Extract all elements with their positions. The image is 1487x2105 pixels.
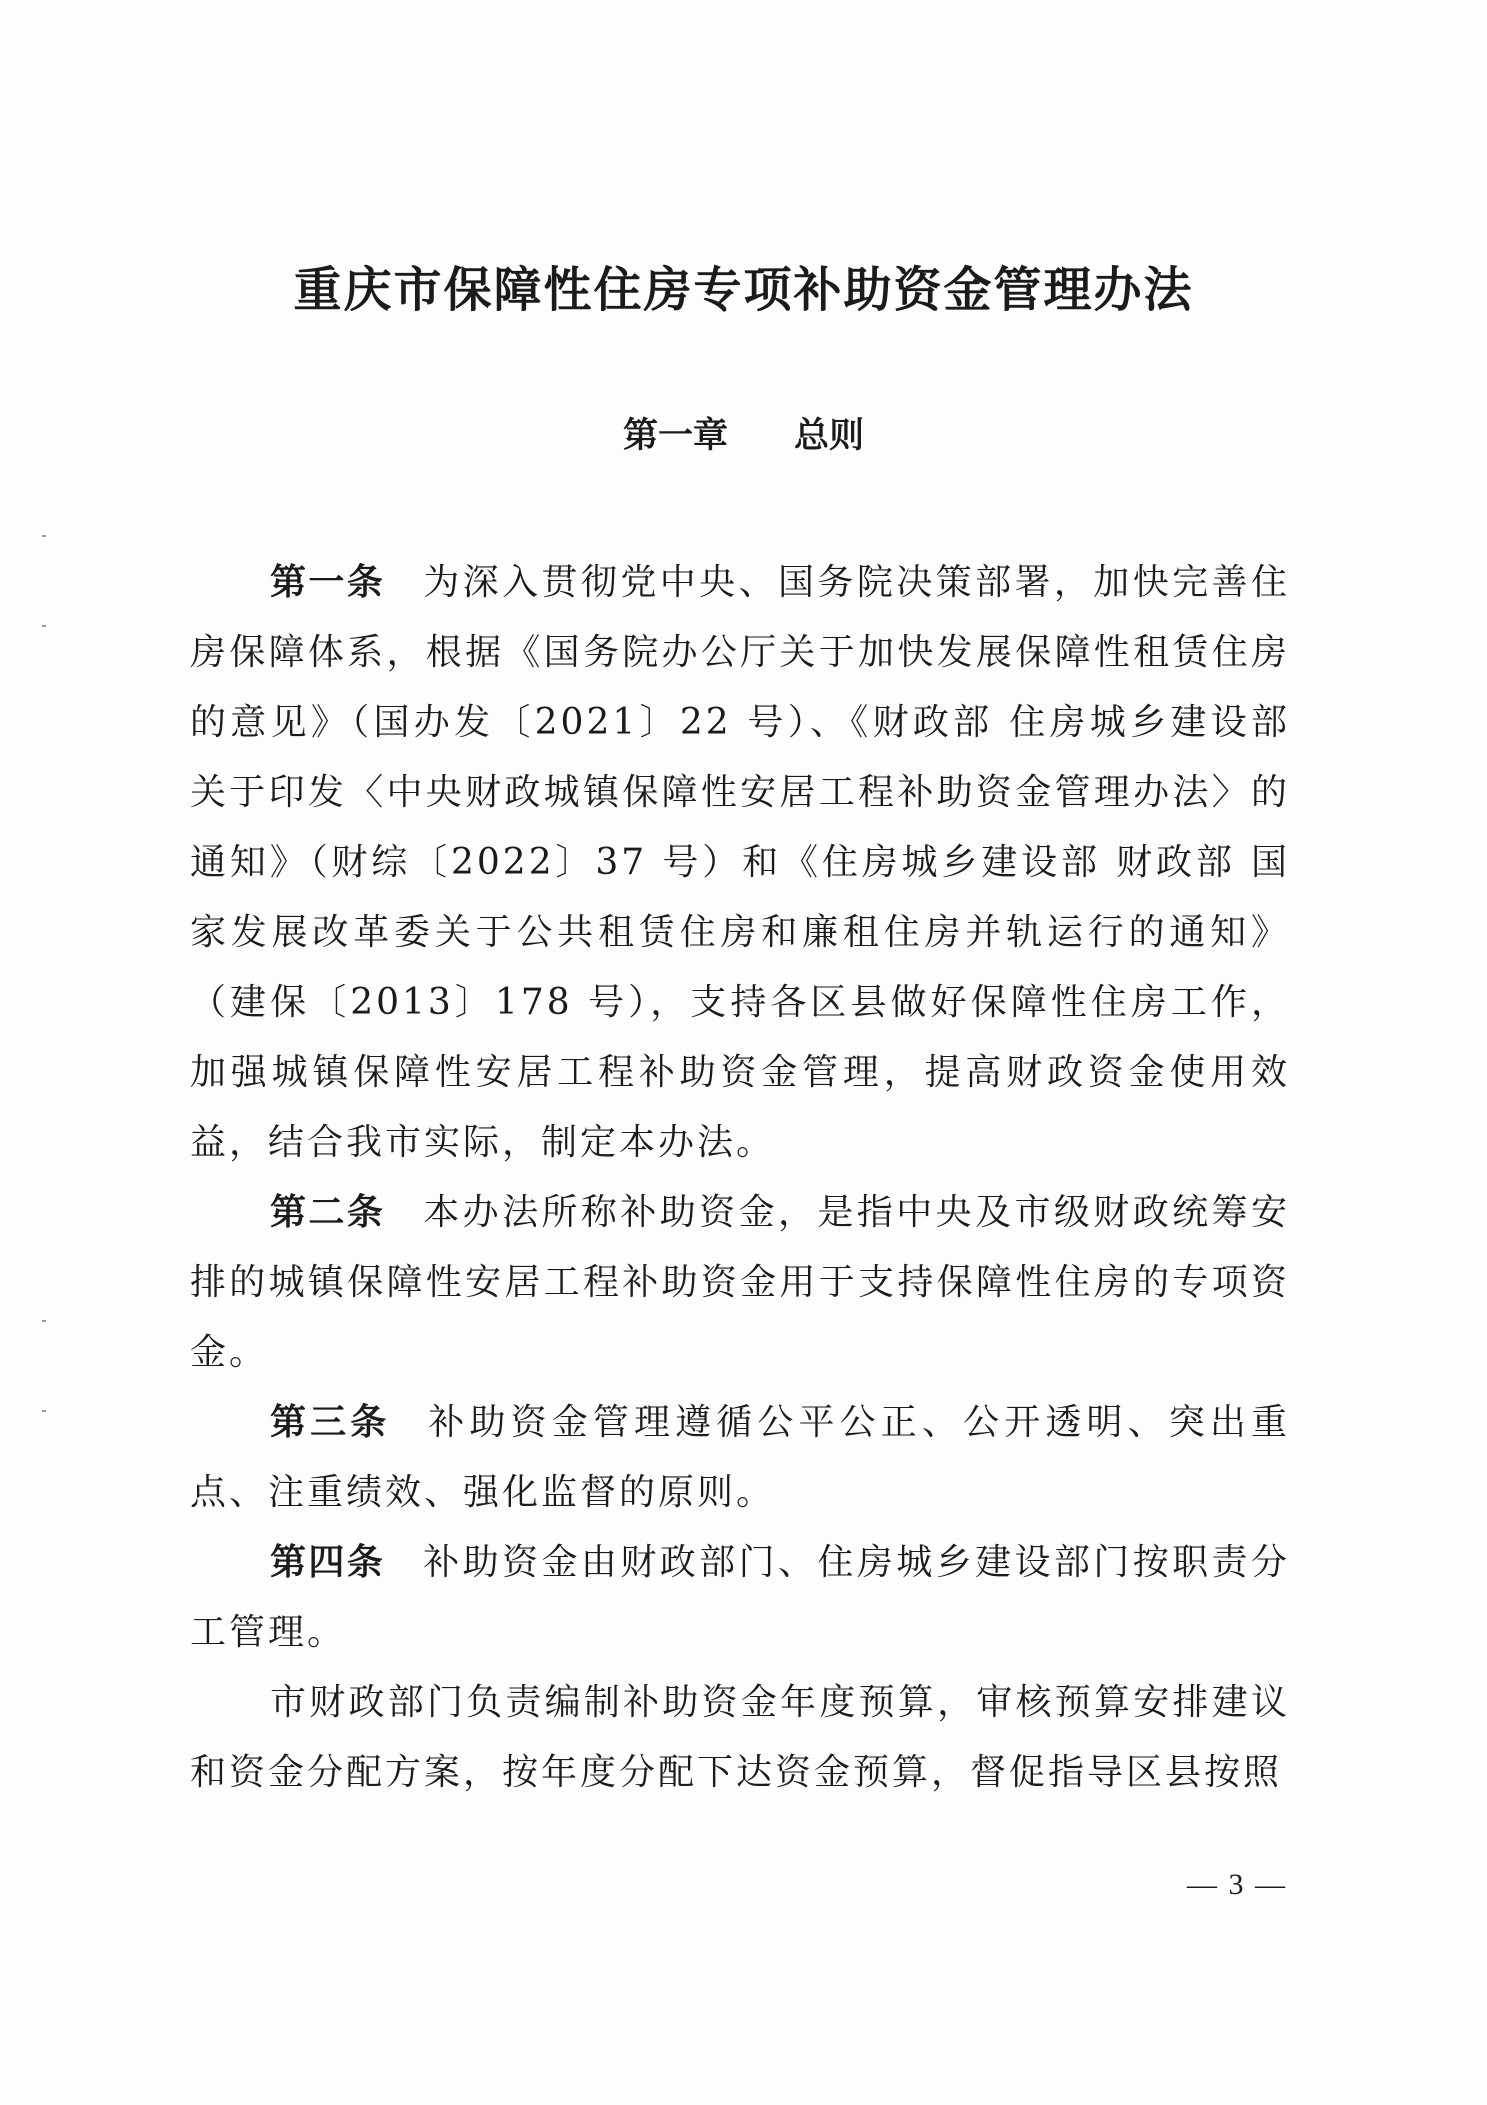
article-number: 第一条 xyxy=(270,562,386,603)
article-text: 本办法所称补助资金，是指中央及市级财政统筹安排的城镇保障性安居工程补助资金用于支持保障性住房的专项资金。 xyxy=(190,1192,1290,1373)
document-title: 重庆市保障性住房专项补助资金管理办法 xyxy=(293,262,1194,318)
article-number: 第二条 xyxy=(270,1192,386,1233)
scan-artifact xyxy=(42,1410,46,1412)
scan-artifact xyxy=(42,1320,46,1322)
article-4 xyxy=(190,1528,1290,1668)
article-1 xyxy=(190,548,1290,1178)
document-body xyxy=(190,548,1290,1808)
article-number: 第四条 xyxy=(270,1542,386,1583)
article-text: 为深入贯彻党中央、国务院决策部署，加快完善住房保障体系，根据《国务院办公厅关于加快发展保障性租赁住房的意见》（国办发〔2021〕22 号）、《财政部 住房城乡建设部关于印发〈中央财政城镇保障性安居工程补助资金管理办法〉的通知》（财综〔2022〕37 号）和《住房城乡建设部 财政部 国家发展改革委关于公共租赁住房和廉租住房并轨运行的通知》（建保〔2013〕178 号），支持各区县做好保障性住房工作，加强城镇保障性安居工程补助资金管理，提高财政资金使用效益，结合我市实际，制定本办法。 xyxy=(190,562,1290,1163)
chapter-heading xyxy=(0,404,1487,468)
scan-artifact xyxy=(42,535,46,537)
chapter-number: 第一章 xyxy=(622,416,728,456)
chapter-name: 总则 xyxy=(794,416,865,456)
scan-artifact xyxy=(42,625,46,627)
continuation-paragraph: 市财政部门负责编制补助资金年度预算，审核预算安排建议和资金分配方案，按年度分配下达资金预算，督促指导区县按照 xyxy=(190,1682,1290,1793)
page-number: — 3 — xyxy=(1187,1868,1287,1901)
article-text: 补助资金管理遵循公平公正、公开透明、突出重点、注重绩效、强化监督的原则。 xyxy=(190,1402,1290,1513)
article-text: 补助资金由财政部门、住房城乡建设部门按职责分工管理。 xyxy=(190,1542,1290,1653)
article-3 xyxy=(190,1388,1290,1528)
article-number: 第三条 xyxy=(270,1402,391,1443)
article-2 xyxy=(190,1178,1290,1388)
